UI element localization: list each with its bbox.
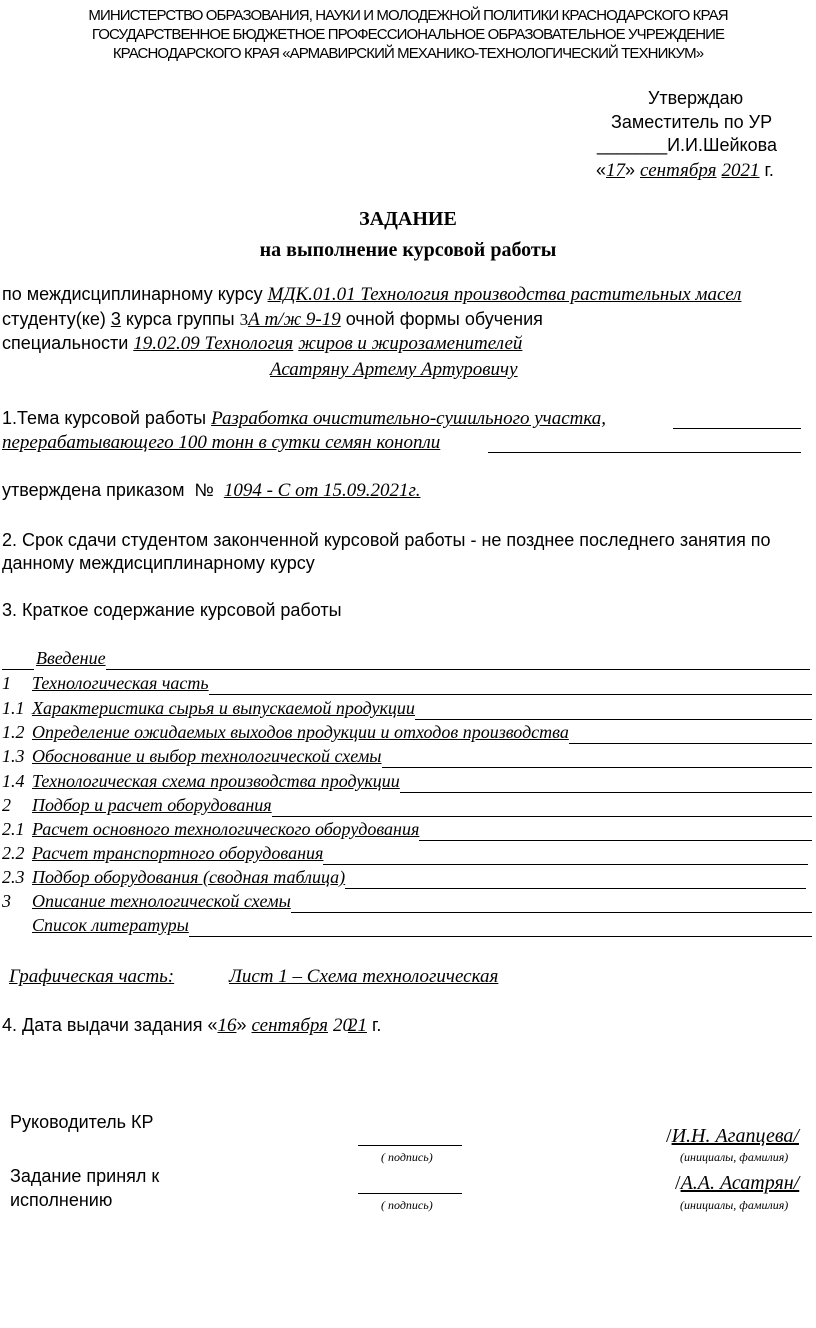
approver-name: И.И.Шейкова [667,135,777,155]
specialty-line [2,333,522,355]
supervisor-name-caption: (инициалы, фамилия) [680,1150,789,1164]
contents-item-number: 3 [2,891,11,911]
order-value: 1094 - С от 15.09.2021г. [223,480,421,501]
supervisor-name-line [666,1125,799,1148]
specialty-code: 19.02.09 Технология [133,333,294,354]
contents-item-number: 2.3 [2,867,25,887]
approve-label: Утверждаю [648,88,744,108]
contents-item [0,869,814,891]
student-name-line [675,1172,799,1195]
issue-year-b: 21 [347,1015,367,1036]
student-line [2,309,543,331]
student-signature-caption: ( подпись) [381,1198,433,1212]
specialty-prefix: специальности [2,333,129,353]
year-value: 3 [110,309,121,329]
document-subtitle: на выполнение курсовой работы [259,239,557,261]
quote-close: » [625,160,636,180]
contents-item-fill-line [382,767,812,768]
contents-item-number: 1.4 [2,771,25,791]
topic-value-1: Разработка очистительно-сушильного участка, [211,408,607,429]
course-line [2,284,741,306]
contents-item-fill-line [323,864,808,865]
deadline-line-1: 2. Срок сдачи студентом законченной курсовой работы - не позднее последнего занятия по [2,530,771,550]
issue-year-a: 20 [332,1015,352,1036]
issue-date-prefix: 4. Дата выдачи задания « [2,1015,218,1035]
graphic-label: Графическая часть: [9,966,175,987]
contents-item [0,675,814,697]
topic-value-2: перерабатывающего 100 тонн в сутки семян конопли [2,432,441,453]
graphic-value: Лист 1 – Схема технологическая [229,966,499,987]
accepted-label-2: исполнению [10,1190,113,1210]
contents-item [0,748,814,770]
contents-item-fill-line [400,792,812,793]
approval-day: 17 [606,160,626,181]
contents-item [0,845,814,867]
slash: / [675,1172,681,1194]
issue-quote-close: » [236,1015,247,1035]
order-prefix: утверждена приказом [2,480,185,500]
contents-item-text: Обоснование и выбор технологической схемы [32,746,382,766]
course-value: МДК.01.01 Технология производства растительных масел [267,284,742,305]
supervisor-name: И.Н. Агапцева/ [671,1125,799,1147]
contents-item-number: 1.3 [2,746,25,766]
contents-lead-line [2,669,34,670]
contents-item-text: Список литературы [32,915,189,935]
ministry-line: МИНИСТЕРСТВО ОБРАЗОВАНИЯ, НАУКИ И МОЛОДЕЖНОЙ ПОЛИТИКИ КРАСНОДАРСКОГО КРАЯ [88,7,728,24]
student-signed-name: А.А. Асатрян/ [680,1172,800,1194]
approver-position: Заместитель по УР [611,112,773,132]
contents-item-number: 1.1 [2,698,25,718]
approval-month: сентября [640,160,717,181]
contents-item-text: Расчет транспортного оборудования [32,843,324,863]
contents-item-number: 2.1 [2,819,25,839]
contents-item [0,724,814,746]
issue-date-line [2,1015,381,1037]
supervisor-signature-caption: ( подпись) [381,1150,433,1164]
contents-item-number: 1 [2,673,11,693]
contents-item-text: Расчет основного технологического оборудования [32,819,420,839]
contents-item-fill-line [419,840,812,841]
contents-item [0,773,814,795]
contents-item [0,650,814,672]
supervisor-label: Руководитель КР [10,1112,154,1132]
contents-item-text: Описание технологической схемы [32,891,291,911]
slash: / [666,1125,672,1147]
order-line [2,480,420,502]
contents-item-text: Технологическая часть [32,673,209,693]
contents-item-number: 2.2 [2,843,25,863]
contents-item-fill-line [291,912,812,913]
contents-item-text: Определение ожидаемых выходов продукции и отходов производства [32,722,569,742]
student-name-caption: (инициалы, фамилия) [680,1198,789,1212]
number-sign: № [194,480,214,500]
contents-item-text: Подбор оборудования (сводная таблица) [32,867,346,887]
contents-item-fill-line [209,694,812,695]
accepted-label-1: Задание принял к [10,1166,160,1186]
topic-fill-1 [673,428,801,429]
contents-item [0,917,814,939]
contents-item-fill-line [106,669,810,670]
signature-blank: _______ [597,135,668,155]
year-suffix: г. [764,160,774,180]
institution-line: ГОСУДАРСТВЕННОЕ БЮДЖЕТНОЕ ПРОФЕССИОНАЛЬНОЕ ОБРАЗОВАТЕЛЬНОЕ УЧРЕЖДЕНИЕ [91,26,725,43]
topic-fill-2 [488,452,801,453]
issue-year-suffix: г. [372,1015,382,1035]
group-prefix: курса группы [125,309,235,329]
contents-heading: 3. Краткое содержание курсовой работы [2,600,342,620]
issue-month: сентября [251,1015,328,1036]
contents-item-fill-line [272,816,812,817]
approval-date [596,160,774,182]
contents-item-text: Технологическая схема производства продукции [32,771,400,791]
contents-item-text: Характеристика сырья и выпускаемой продукции [32,698,415,718]
quote-open: « [596,160,607,180]
contents-item-number: 1.2 [2,722,25,742]
contents-item [0,700,814,722]
approval-year: 2021 [721,160,760,181]
approver-signature-line [597,135,777,156]
contents-item-fill-line [569,743,812,744]
specialty-name: жиров и жирозаменителей [298,333,523,354]
group-number: 3 [239,310,249,329]
contents-item-fill-line [345,888,806,889]
group-value: А т/ж 9-19 [248,309,341,330]
student-name: Асатряну Артему Артуровичу [270,359,518,380]
issue-day: 16 [217,1015,237,1036]
contents-item-fill-line [189,936,812,937]
student-prefix: студенту(ке) [2,309,106,329]
contents-item-fill-line [415,719,812,720]
institution-name-line: КРАСНОДАРСКОГО КРАЯ «АРМАВИРСКИЙ МЕХАНИКО-ТЕХНОЛОГИЧЕСКИЙ ТЕХНИКУМ» [112,45,704,62]
study-form: очной формы обучения [345,309,543,329]
supervisor-signature-line [358,1145,462,1146]
course-prefix: по междисциплинарному курсу [2,284,263,304]
contents-item-text: Введение [36,648,106,668]
contents-item-number: 2 [2,795,11,815]
topic-line-1 [2,408,606,430]
deadline-line-2: данному междисциплинарному курсу [2,553,315,573]
topic-prefix: 1.Тема курсовой работы [2,408,207,428]
contents-item-text: Подбор и расчет оборудования [32,795,272,815]
contents-item [0,821,814,843]
contents-item [0,797,814,819]
student-signature-line [358,1193,462,1194]
contents-item [0,893,814,915]
document-title: ЗАДАНИЕ [359,208,457,230]
